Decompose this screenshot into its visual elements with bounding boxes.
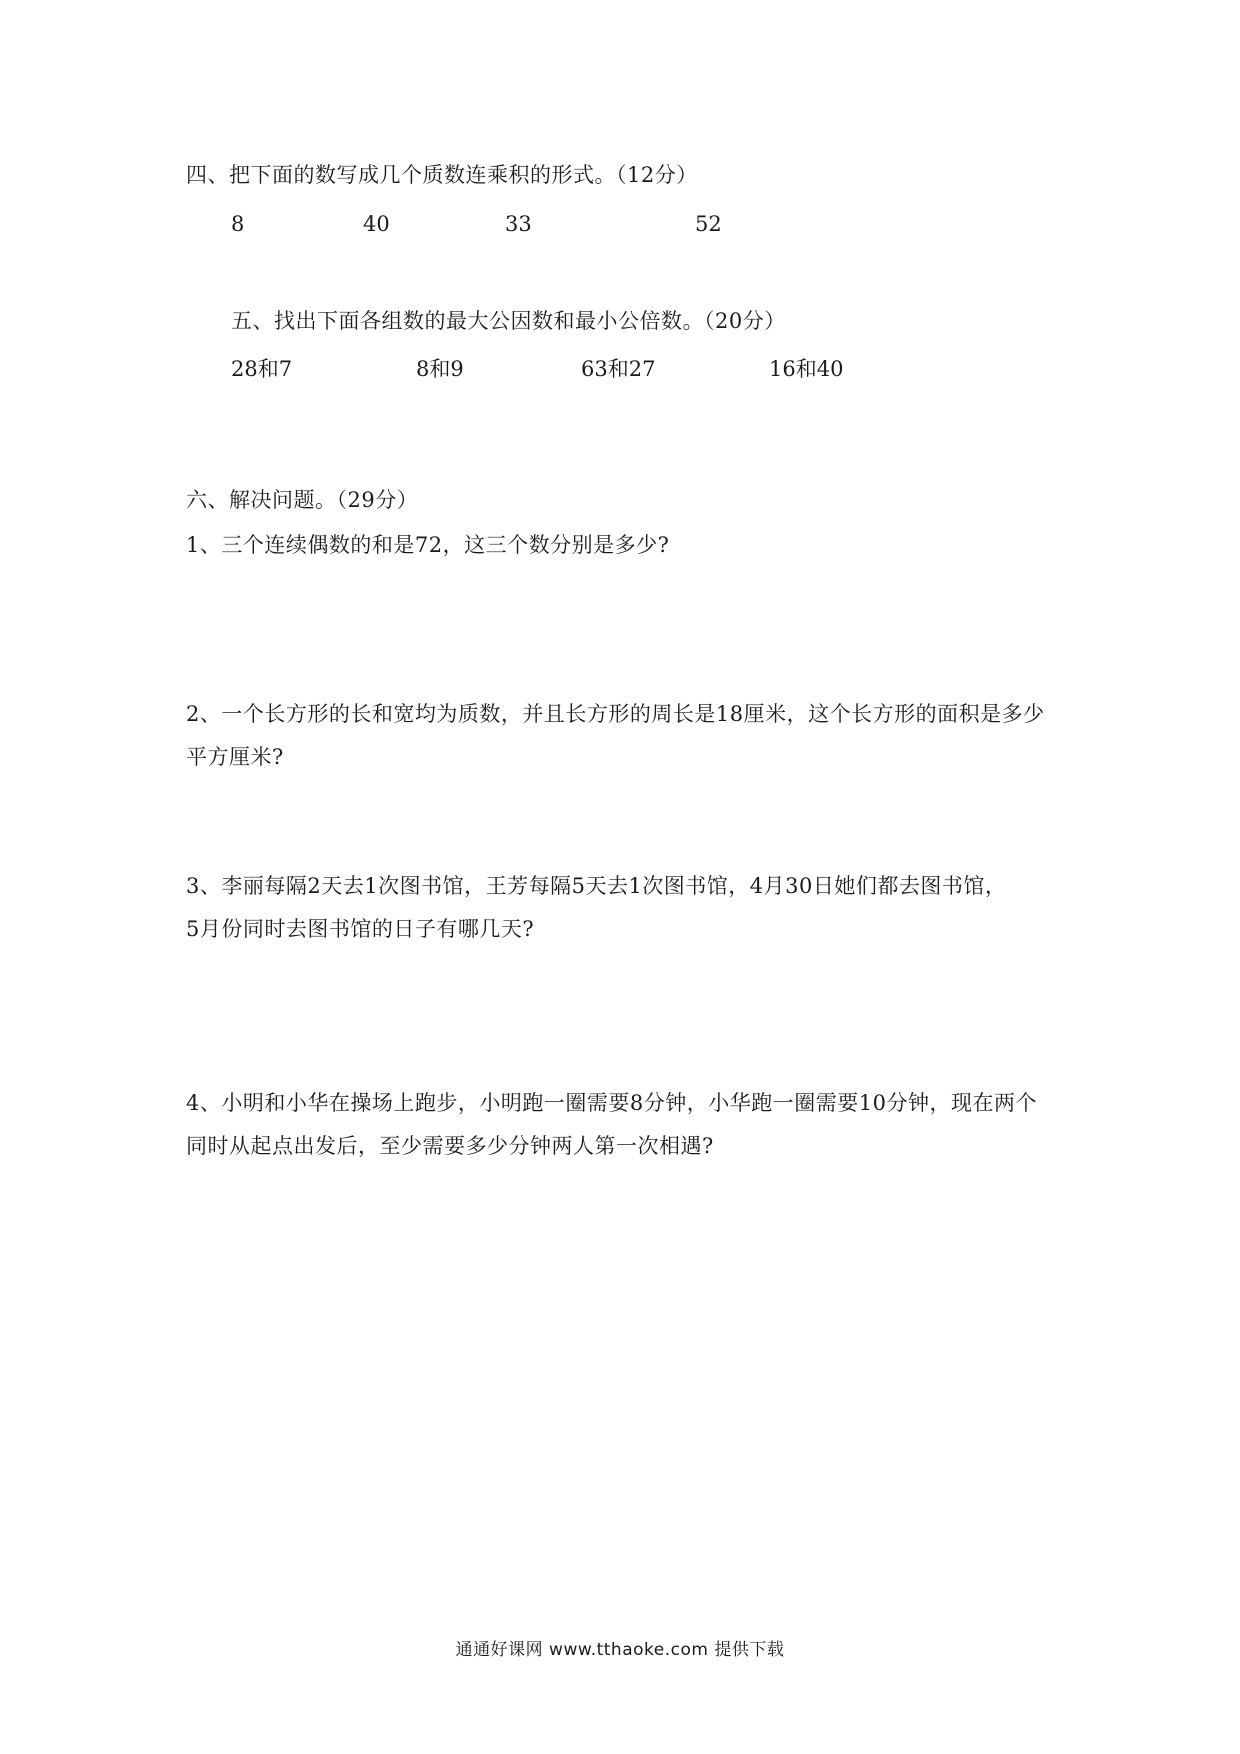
- footer-source: 通通好课网 www.tthaoke.com 提供下载: [455, 1640, 785, 1660]
- number-pair: 63和27: [581, 357, 656, 381]
- number-pair: 28和7: [231, 357, 293, 381]
- prime-factor-number: 52: [695, 212, 722, 236]
- section-5-heading: 五、找出下面各组数的最大公因数和最小公倍数。（20分）: [231, 309, 786, 333]
- number-pair: 16和40: [769, 357, 844, 381]
- number-pair: 8和9: [416, 357, 464, 381]
- question-3-line-1: 3、李丽每隔2天去1次图书馆，王芳每隔5天去1次图书馆，4月30日她们都去图书馆，: [186, 874, 1007, 898]
- prime-factor-number: 8: [231, 212, 245, 236]
- prime-factor-number: 33: [505, 212, 532, 236]
- question-2-line-2: 平方厘米?: [186, 745, 284, 769]
- question-3-line-2: 5月份同时去图书馆的日子有哪几天?: [186, 917, 535, 941]
- prime-factor-number: 40: [363, 212, 390, 236]
- question-2-line-1: 2、一个长方形的长和宽均为质数，并且长方形的周长是18厘米，这个长方形的面积是多少: [186, 702, 1045, 726]
- question-1: 1、三个连续偶数的和是72，这三个数分别是多少?: [186, 533, 670, 557]
- question-4-line-2: 同时从起点出发后，至少需要多少分钟两人第一次相遇?: [186, 1134, 714, 1158]
- question-4-line-1: 4、小明和小华在操场上跑步，小明跑一圈需要8分钟，小华跑一圈需要10分钟，现在两个: [186, 1091, 1037, 1115]
- section-6-heading: 六、解决问题。（29分）: [186, 488, 419, 512]
- section-4-heading: 四、把下面的数写成几个质数连乘积的形式。（12分）: [186, 163, 698, 187]
